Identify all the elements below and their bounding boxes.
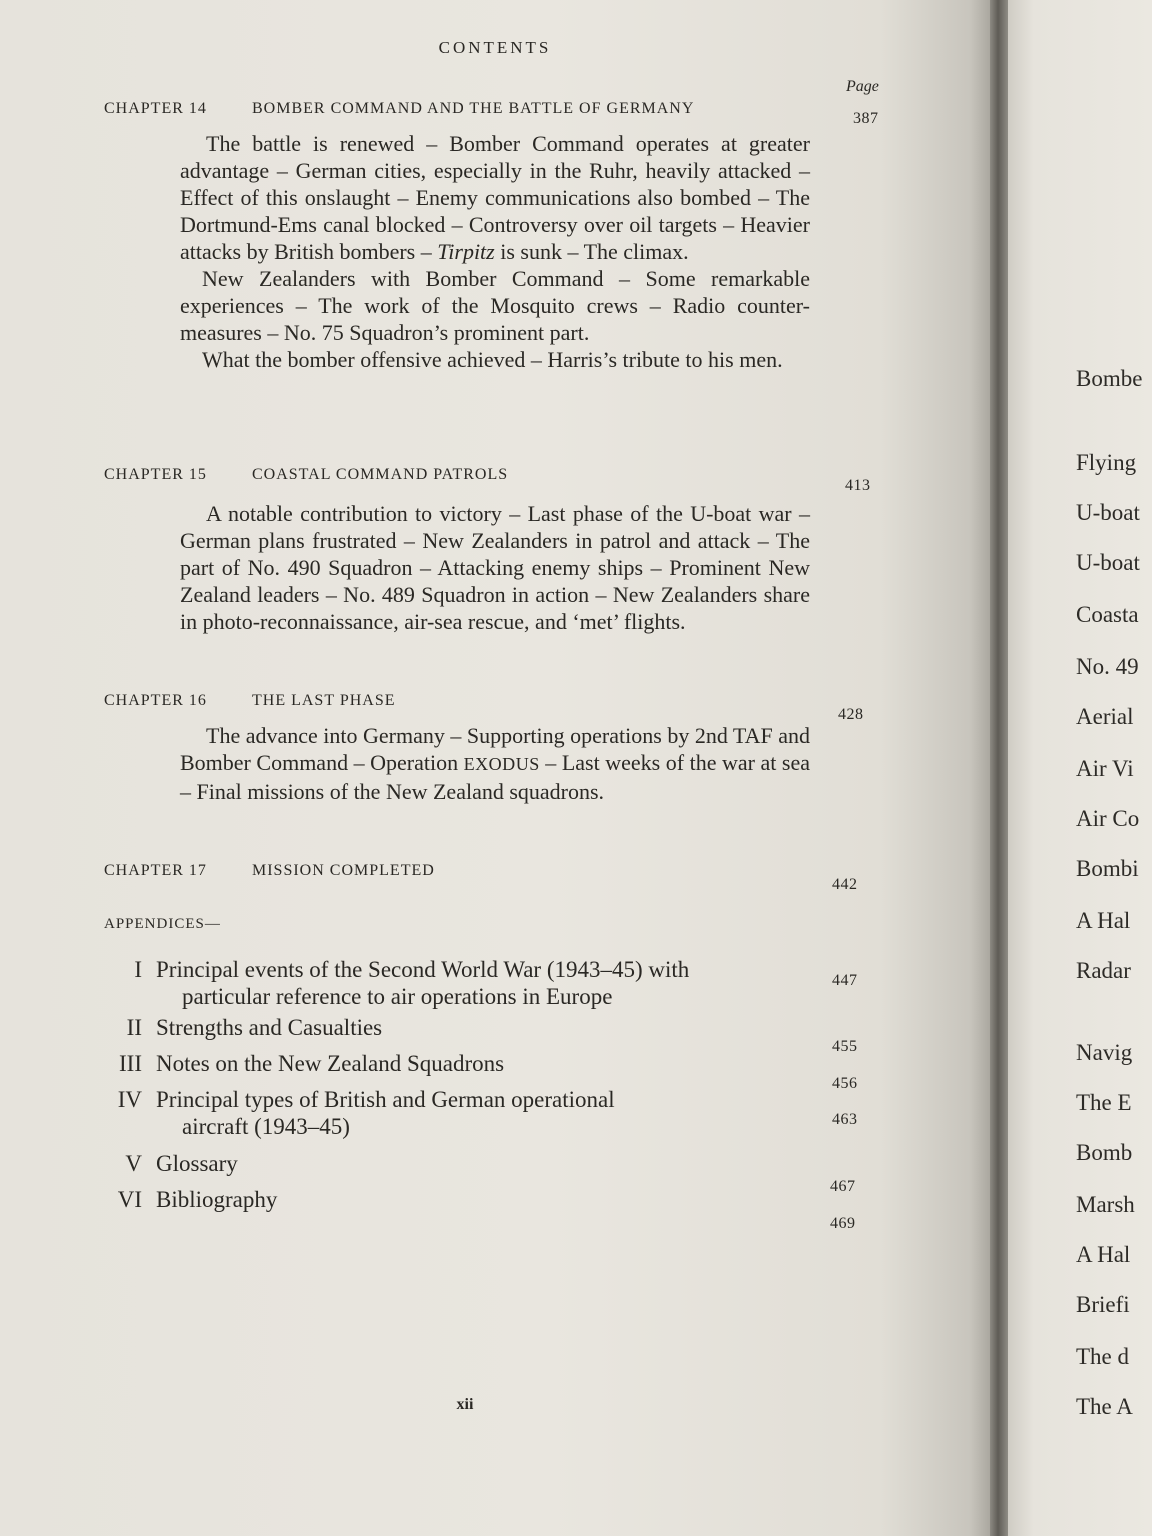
chapter-title: COASTAL COMMAND PATROLS — [252, 466, 509, 483]
chapter-page-number: 387 — [853, 110, 879, 127]
synopsis-paragraph — [180, 130, 810, 265]
facing-page-item: Bomb — [1076, 1140, 1133, 1165]
folio-page-number: xii — [456, 1396, 474, 1413]
appendix-number: VI — [117, 1187, 142, 1212]
chapter-number: CHAPTER 17 — [104, 862, 207, 879]
synopsis-paragraph: A notable contribution to victory – Last phase of the U-boat war – German plans frustrated – New Zealanders in patrol and attack – The part of No. 490 Squadron – Attacking enemy ships – Prominent New Zealand leaders – No. 489 Squadron in action – New Zealanders share in photo-reconnaissance, air-sea rescue, and ‘met’ flights. — [180, 501, 810, 634]
facing-page-item: U-boat — [1076, 550, 1140, 575]
chapter-heading — [104, 692, 824, 710]
appendix-page-number: 447 — [832, 972, 858, 989]
appendix-page-number: 456 — [832, 1075, 858, 1092]
appendix-page-number: 469 — [830, 1215, 856, 1232]
appendix-title: Notes on the New Zealand Squadrons — [156, 1051, 505, 1076]
facing-page-item: No. 49 — [1076, 654, 1139, 679]
chapter-title: MISSION COMPLETED — [252, 862, 435, 879]
chapter-heading — [104, 862, 824, 880]
facing-page-item: Coasta — [1076, 602, 1139, 627]
page-column-label: Page — [846, 78, 879, 95]
page-title: CONTENTS — [438, 38, 552, 57]
appendix-title: Principal types of British and German operational aircraft (1943–45) — [156, 1086, 784, 1140]
chapter-page-number: 428 — [838, 706, 864, 723]
appendix-title-continued: aircraft (1943–45) — [182, 1114, 350, 1139]
chapter-number: CHAPTER 16 — [104, 692, 207, 709]
facing-page-item: Flying — [1076, 450, 1137, 475]
chapter-page-number: 442 — [832, 876, 858, 893]
synopsis-text: The advance into Germany – Supporting operations by 2nd TAF and Bomber Command – Operation EXODUS – Last weeks of the war at sea – Final missions of the New Zealand squadrons. — [180, 723, 810, 804]
facing-page-item: Bombi — [1076, 856, 1139, 881]
appendix-page-number: 463 — [832, 1111, 858, 1128]
chapter-heading — [104, 466, 824, 484]
facing-page-item: Air Co — [1076, 806, 1140, 831]
facing-page-item: A Hal — [1076, 908, 1131, 933]
facing-page-item: A Hal — [1076, 1242, 1131, 1267]
facing-page-item: The A — [1076, 1394, 1133, 1419]
synopsis-paragraph: New Zealanders with Bomber Command – Some remarkable experiences – The work of the Mosquito crews – Radio counter-measures – No. 75 Squadron’s prominent part. — [180, 266, 810, 345]
facing-page-item: U-boat — [1076, 500, 1140, 525]
chapter-page-number: 413 — [845, 477, 871, 494]
facing-page-item: The E — [1076, 1090, 1132, 1115]
appendix-title: Bibliography — [156, 1187, 278, 1212]
emphasized-term: Tirpitz — [437, 239, 495, 264]
appendix-number: V — [125, 1151, 142, 1176]
chapter-synopsis — [180, 500, 810, 635]
facing-page-item: Marsh — [1076, 1192, 1135, 1217]
facing-page-item: Aerial — [1076, 704, 1134, 729]
chapter-synopsis — [180, 722, 810, 805]
emphasized-term: EXODUS — [463, 754, 540, 774]
appendices-heading: APPENDICES— — [104, 916, 221, 932]
appendix-number: II — [126, 1015, 142, 1040]
chapter-title: THE LAST PHASE — [252, 692, 396, 709]
facing-page-item: Briefi — [1076, 1292, 1130, 1317]
chapter-number: CHAPTER 15 — [104, 466, 207, 483]
appendix-number: I — [134, 957, 142, 982]
facing-page — [1008, 0, 1152, 1536]
book-gutter — [990, 0, 1008, 1536]
synopsis-text: The battle is renewed – Bomber Command operates at greater advantage – German cities, especially in the Ruhr, heavily attacked – Effect of this onslaught – Enemy communications also bombed – The Dortmund-Ems canal blocked – Controversy over oil targets – Heavier attacks by British bombers – Tirpitz is sunk – The climax. — [180, 131, 810, 264]
appendix-title: Principal events of the Second World War (1943–45) with particular reference to air operations in Europe — [156, 956, 784, 1010]
appendix-page-number: 455 — [832, 1038, 858, 1055]
appendix-title: Glossary — [156, 1151, 238, 1176]
facing-page-item: Radar — [1076, 958, 1131, 983]
facing-page-item: Bombe — [1076, 366, 1143, 391]
synopsis-paragraph: What the bomber offensive achieved – Harris’s tribute to his men. — [202, 347, 783, 372]
chapter-heading — [104, 100, 824, 118]
appendix-number: IV — [117, 1087, 142, 1112]
chapter-number: CHAPTER 14 — [104, 100, 207, 117]
appendix-title-continued: particular reference to air operations in Europe — [182, 984, 613, 1009]
facing-page-item: Air Vi — [1076, 756, 1134, 781]
synopsis-paragraph — [180, 722, 810, 805]
chapter-title: BOMBER COMMAND AND THE BATTLE OF GERMANY — [252, 100, 695, 117]
appendix-page-number: 467 — [830, 1178, 856, 1195]
chapter-synopsis — [180, 130, 810, 373]
facing-page-item: The d — [1076, 1344, 1130, 1369]
appendix-title: Strengths and Casualties — [156, 1015, 383, 1040]
facing-page-item: Navig — [1076, 1040, 1133, 1065]
appendix-number: III — [119, 1051, 142, 1076]
